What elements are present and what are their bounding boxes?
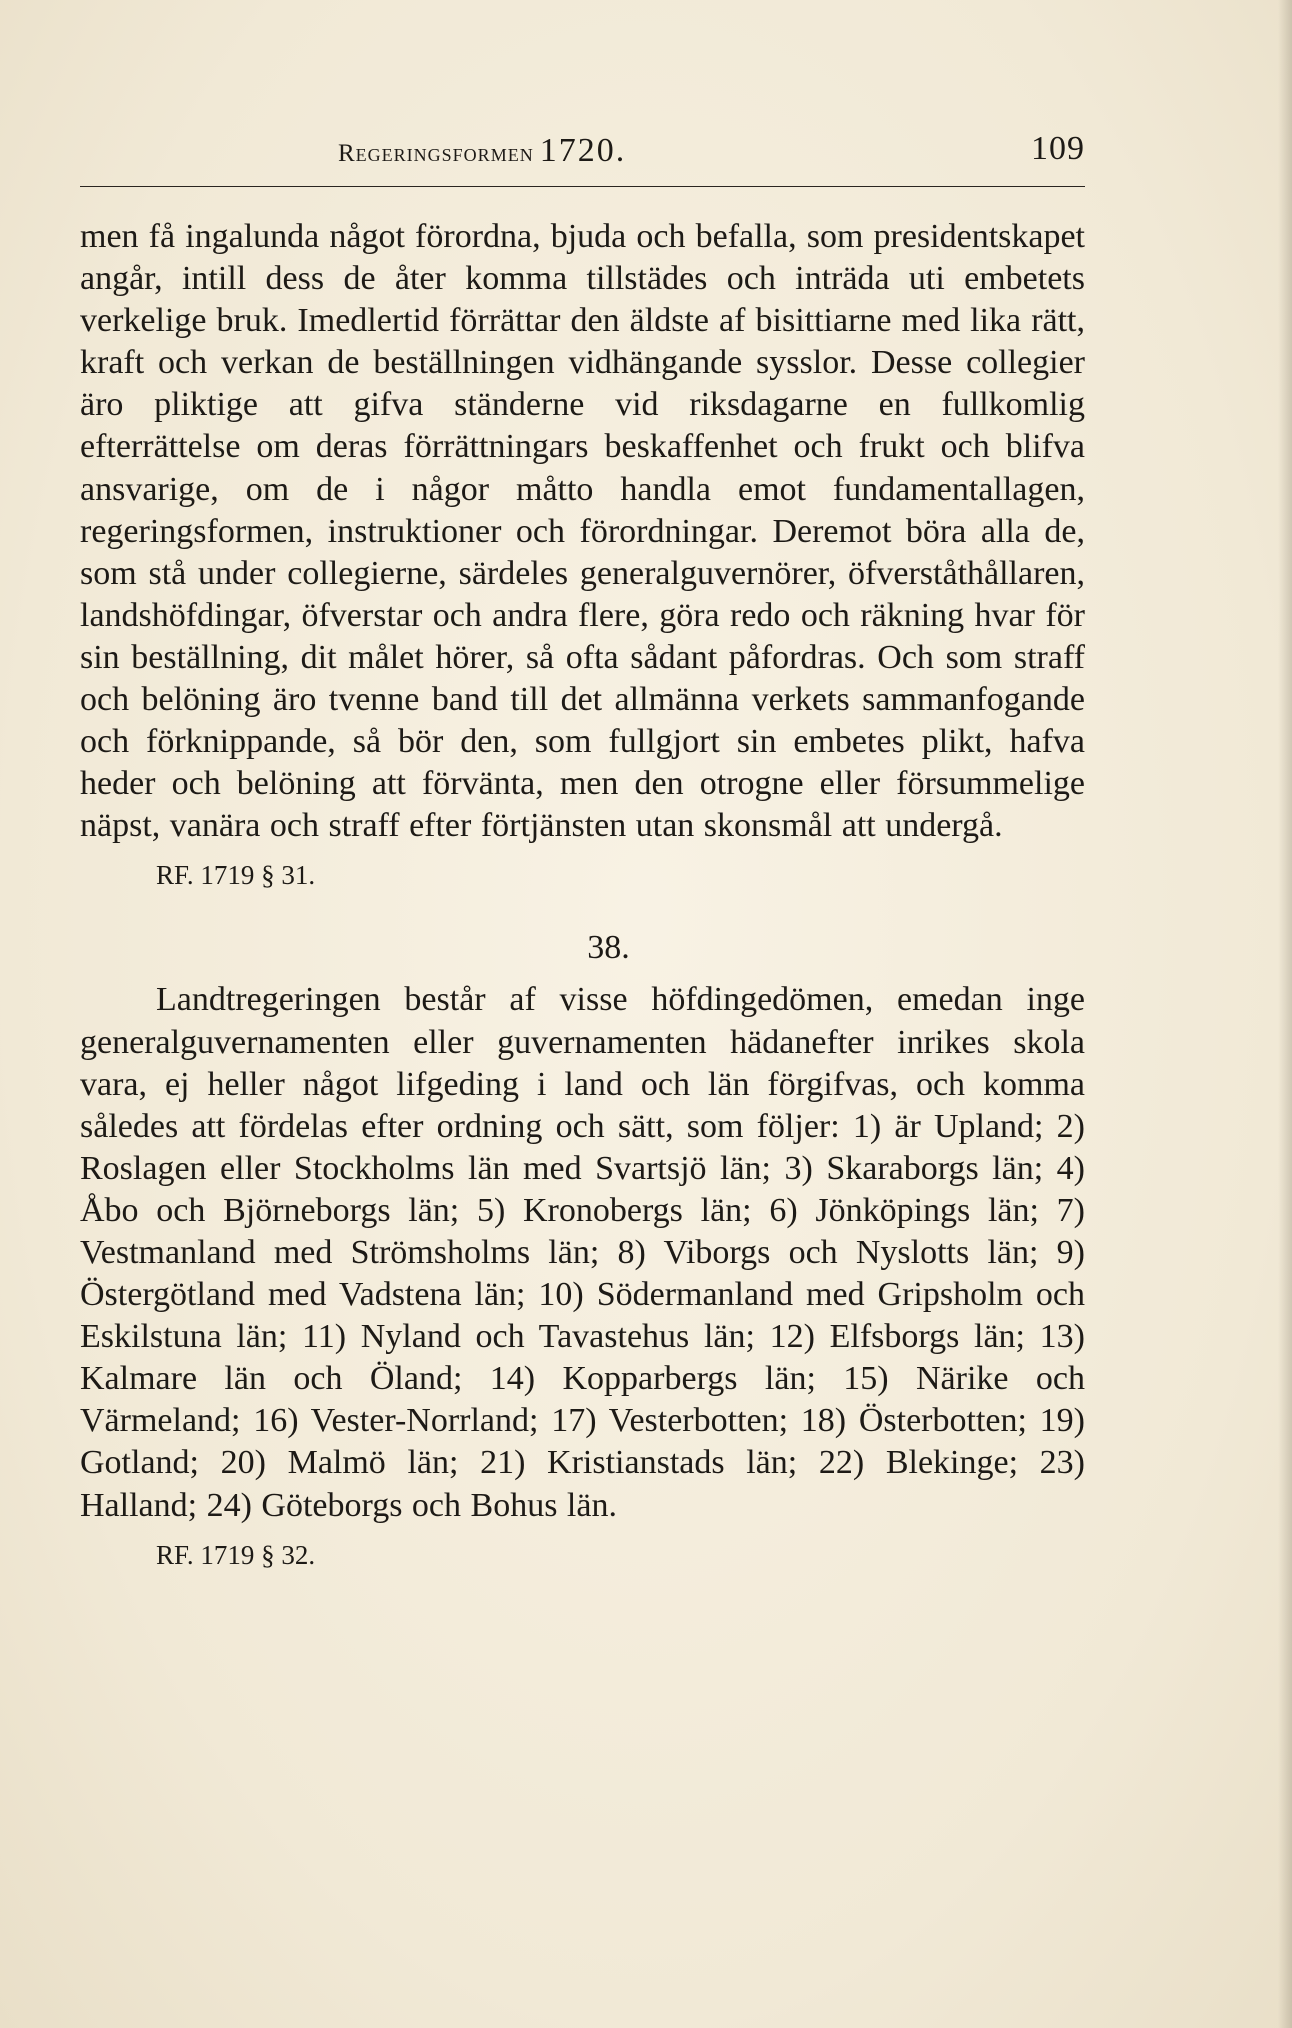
reference-rf-1719-31 [156,855,1085,895]
running-title [338,132,626,170]
page-number: 109 [1031,130,1085,167]
body-text [80,216,1085,1575]
header-rule [80,186,1085,187]
running-title-year: 1720. [539,132,627,169]
reference-abbr: RF. [156,860,194,891]
page-edge-shadow [1278,0,1292,2028]
page-header [80,132,1085,182]
reference-text: 1719 § 31. [200,860,316,891]
paragraph-section-38: Landtregeringen består af visse höfdingedömen, emedan inge generalguvernamenten eller guvernamenten hädanefter inrikes skola vara, ej heller något lifgeding i land och län förgifvas, och komma således att fördelas efter ordning och sätt, som följer: 1) är Upland; 2) Roslagen eller Stockholms län med Svartsjö län; 3) Skaraborgs län; 4) Åbo och Björneborgs län; 5) Kronobergs län; 6) Jönköpings län; 7) Vestmanland med Strömsholms län; 8) Viborgs och Nyslotts län; 9) Östergötland med Vadstena län; 10) Södermanland med Gripsholm och Eskilstuna län; 11) Nyland och Tavastehus län; 12) Elfsborgs län; 13) Kalmare län och Öland; 14) Kopparbergs län; 15) Närike och Värmeland; 16) Vester-Norrland; 17) Vesterbotten; 18) Österbotten; 19) Gotland; 20) Malmö län; 21) Kristianstads län; 22) Blekinge; 23) Halland; 24) Göteborgs och Bohus län. [80,981,1085,1524]
section-number: 38. [587,929,630,967]
reference-text: 1719 § 32. [200,1539,316,1570]
reference-abbr: RF. [156,1539,194,1570]
running-title-text: Regeringsformen [338,140,534,167]
paragraph-continuation: men få ingalunda något förordna, bjuda och befalla, som presidentskapet angår, intill dess de åter komma tillstädes och inträda uti embetets verkelige bruk. Imedlertid förrättar den äldste af bisittiarne med lika rätt, kraft och verkan de beställningen vidhängande sysslor. Desse collegier äro pliktige att gifva ständerne vid riksdagarne en fullkomlig efterrättelse om deras förrättningars beskaffenhet och frukt och blifva ansvarige, om de i någor måtto handla emot fundamentallagen, regeringsformen, instruktioner och förordningar. Deremot böra alla de, som stå under collegierne, särdeles generalguvernörer, öfverståthållaren, landshöfdingar, öfverstar och andra flere, göra redo och räkning hvar för sin beställning, dit målet hörer, så ofta sådant påfordras. Och som straff och belöning äro tvenne band till det allmänna verkets sammanfogande och förknippande, så bör den, som fullgjort sin embetes plikt, hafva heder och belöning att förvänta, men den otrogne eller försummelige näpst, vanära och straff efter förtjänsten utan skonsmål att undergå. [80,218,1085,845]
reference-rf-1719-32 [156,1535,1085,1575]
